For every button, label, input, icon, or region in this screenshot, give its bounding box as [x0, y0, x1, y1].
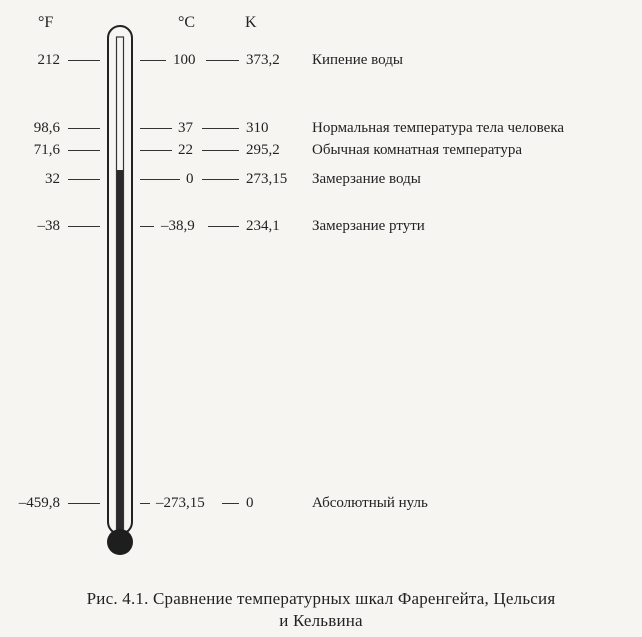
celsius-tick	[140, 179, 180, 180]
fahrenheit-value: 212	[37, 52, 60, 68]
fahrenheit-value: 71,6	[33, 142, 60, 158]
figure-caption-line-1: Рис. 4.1. Сравнение температурных шкал Фаренгейта, Цельсия	[86, 589, 556, 608]
celsius-value: –273,15	[156, 495, 205, 511]
celsius-tick	[140, 128, 172, 129]
kelvin-tick	[202, 150, 239, 151]
kelvin-value: 373,2	[246, 52, 280, 68]
row-description: Абсолютный нуль	[312, 495, 428, 511]
kelvin-value: 295,2	[246, 142, 280, 158]
scale-row-freezing-water	[0, 169, 642, 189]
celsius-tick	[140, 60, 166, 61]
celsius-value: 22	[178, 142, 193, 158]
scale-row-room-temperature	[0, 140, 642, 160]
fahrenheit-value: 32	[45, 171, 60, 187]
celsius-tick	[140, 150, 172, 151]
kelvin-value: 273,15	[246, 171, 288, 187]
scale-row-freezing-mercury	[0, 216, 642, 236]
scale-row-body-temperature	[0, 118, 642, 138]
row-description: Кипение воды	[312, 52, 403, 68]
fahrenheit-unit-label: °F	[38, 14, 54, 31]
row-description: Замерзание воды	[312, 171, 421, 187]
kelvin-value: 0	[246, 495, 254, 511]
fahrenheit-tick	[68, 60, 100, 61]
scale-row-boiling-water	[0, 50, 642, 70]
celsius-value: –38,9	[161, 218, 195, 234]
fahrenheit-value: 98,6	[33, 120, 60, 136]
celsius-tick	[140, 226, 154, 227]
kelvin-tick	[202, 128, 239, 129]
row-description: Замерзание ртути	[312, 218, 425, 234]
kelvin-value: 310	[246, 120, 269, 136]
kelvin-tick	[208, 226, 239, 227]
fahrenheit-tick	[68, 503, 100, 504]
fahrenheit-tick	[68, 150, 100, 151]
kelvin-tick	[206, 60, 239, 61]
figure-caption-line-2: и Кельвина	[279, 611, 363, 630]
fahrenheit-tick	[68, 226, 100, 227]
fahrenheit-value: –459,8	[18, 495, 60, 511]
kelvin-tick	[222, 503, 239, 504]
kelvin-value: 234,1	[246, 218, 280, 234]
row-description: Обычная комнатная температура	[312, 142, 523, 158]
celsius-tick	[140, 503, 150, 504]
celsius-value: 0	[186, 171, 194, 187]
scale-row-absolute-zero	[0, 493, 642, 513]
celsius-unit-label: °C	[178, 14, 196, 31]
fahrenheit-value: –38	[37, 218, 60, 234]
kelvin-unit-label: K	[245, 14, 257, 31]
thermometer-bulb	[107, 529, 133, 555]
celsius-value: 37	[178, 120, 193, 136]
row-description: Нормальная температура тела человека	[312, 120, 565, 136]
fahrenheit-tick	[68, 179, 100, 180]
fahrenheit-tick	[68, 128, 100, 129]
celsius-value: 100	[173, 52, 196, 68]
kelvin-tick	[202, 179, 239, 180]
